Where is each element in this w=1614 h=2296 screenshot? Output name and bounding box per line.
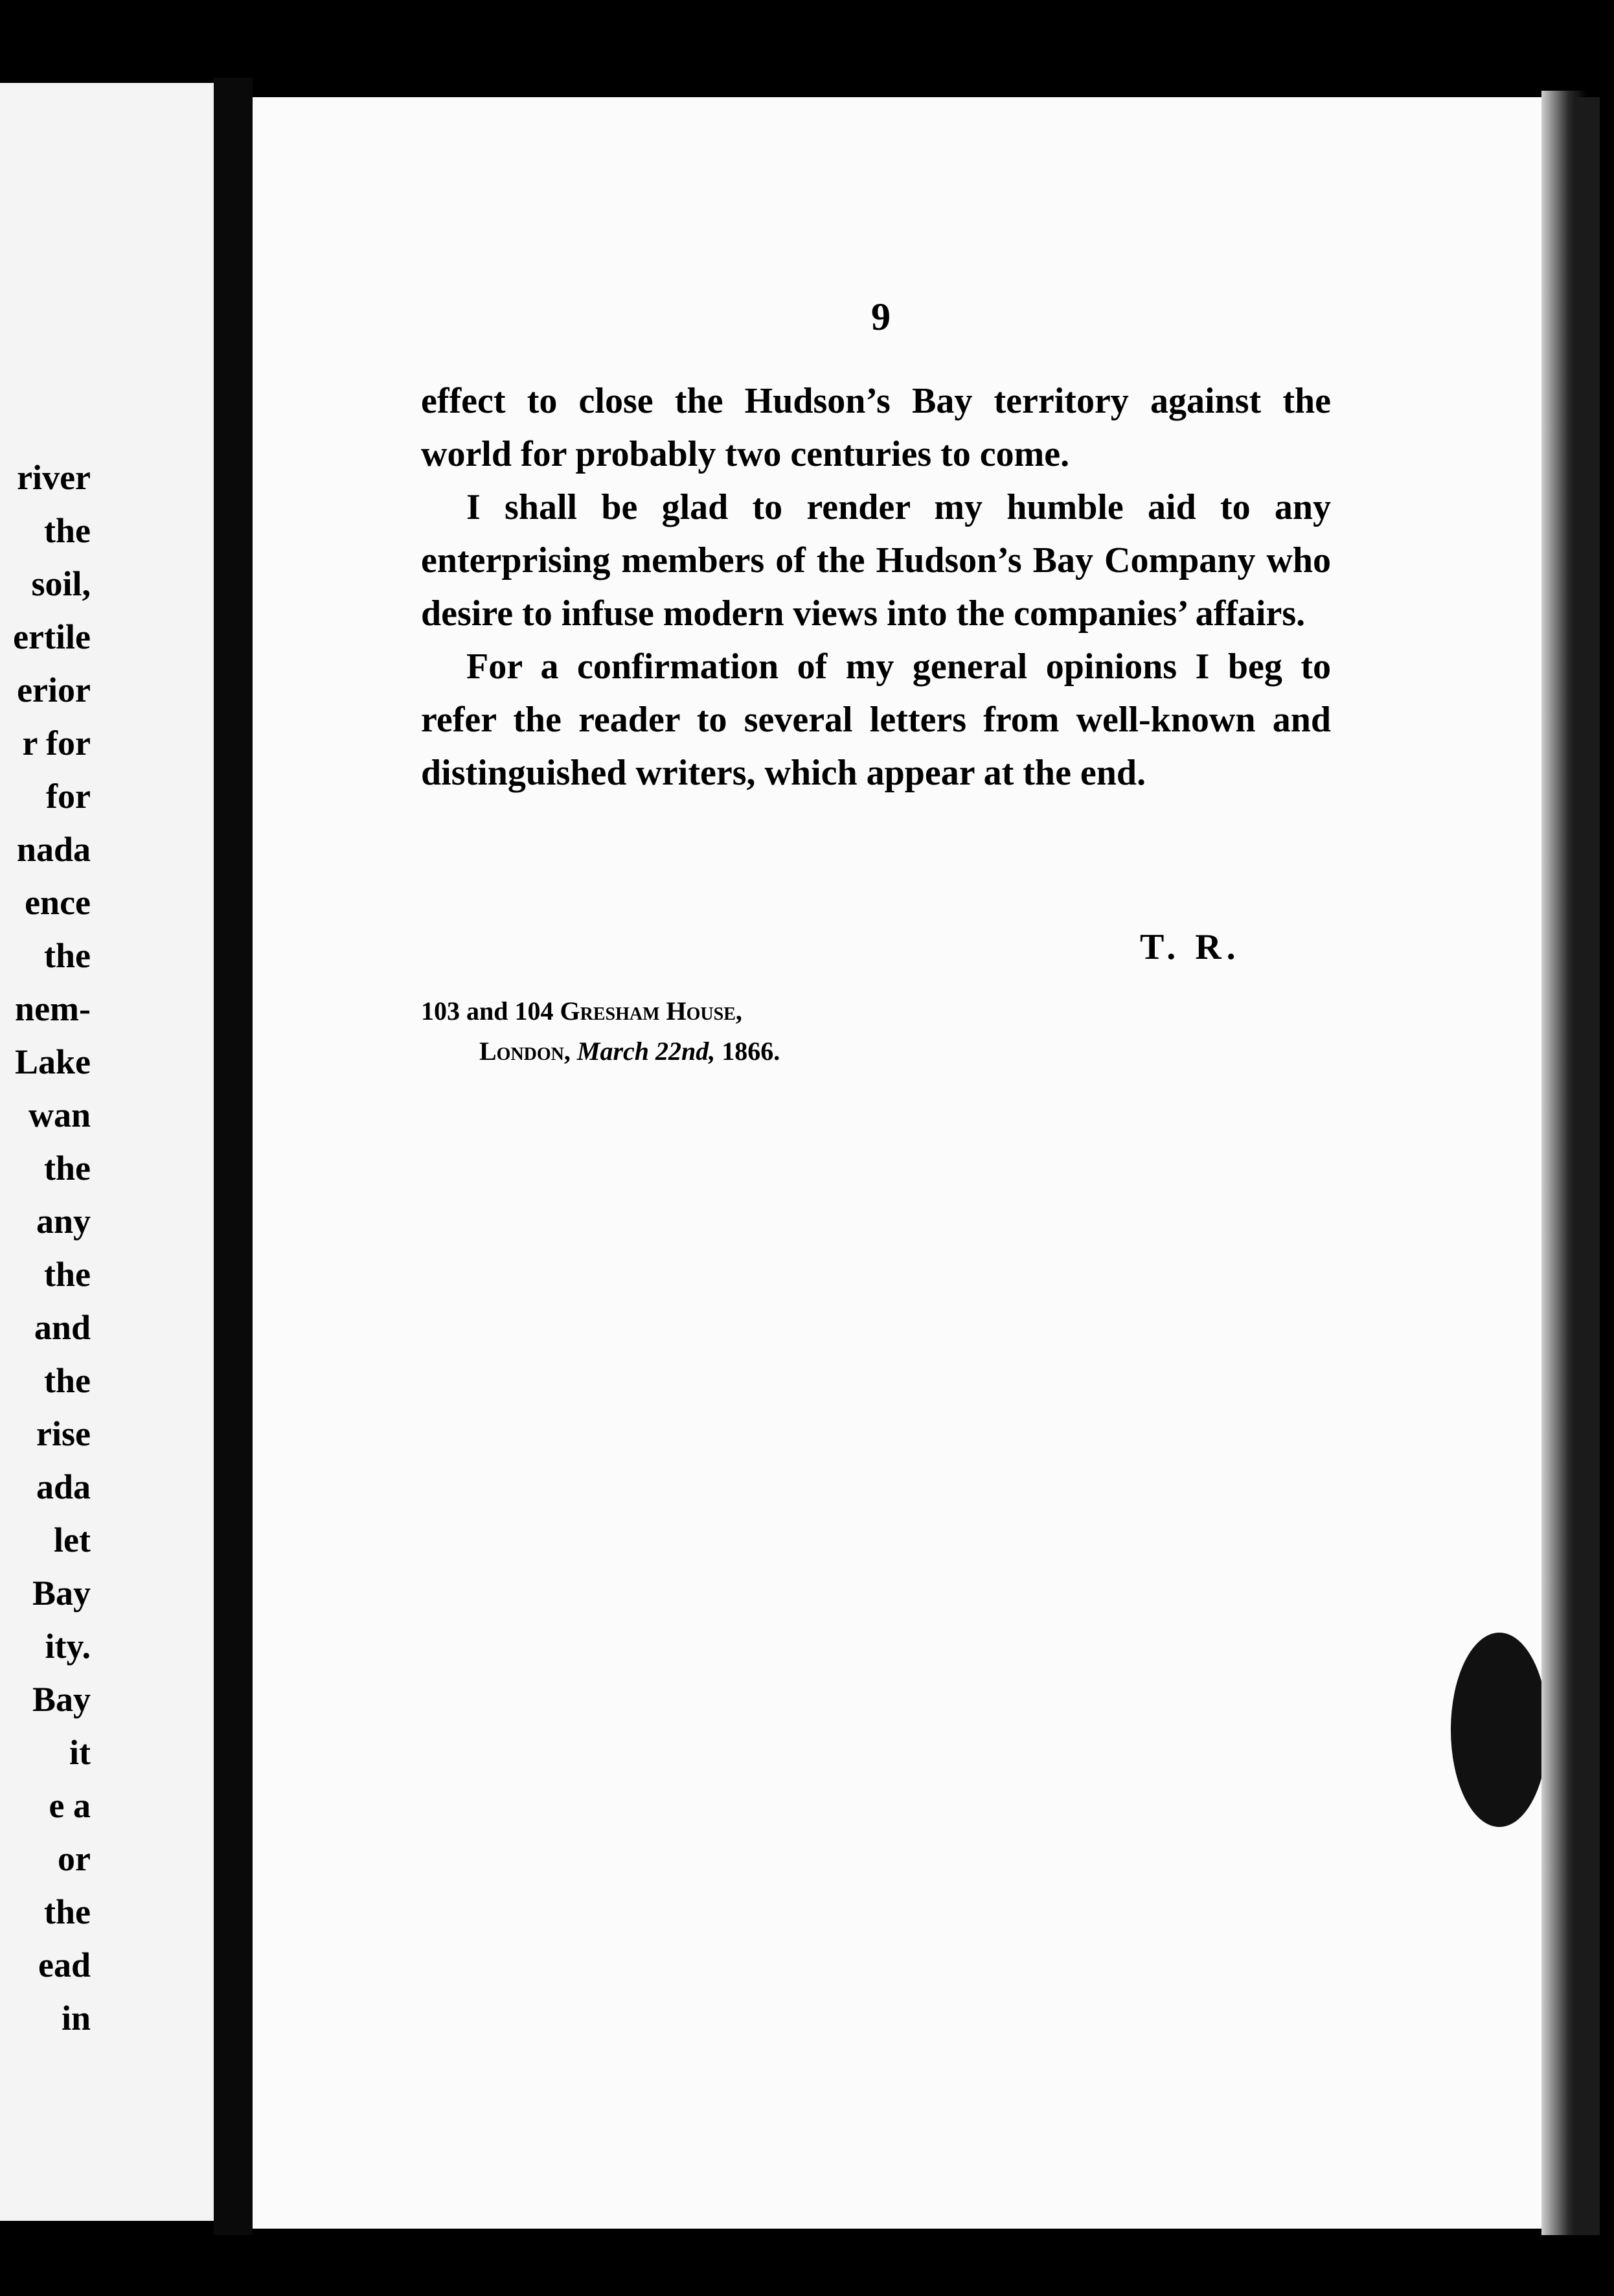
previous-page-line: the <box>44 1892 91 1931</box>
previous-page-line: ead <box>38 1946 91 1984</box>
previous-page-line: ity. <box>45 1627 91 1666</box>
previous-page-line: for <box>46 777 91 816</box>
previous-page-line: let <box>54 1521 91 1559</box>
previous-page-line: it <box>69 1733 91 1772</box>
book-gutter <box>214 78 253 2235</box>
paragraph-3: For a confirmation of my general opinions I beg to refer the reader to several letters from well-known and distinguished writers, which appear at the end. <box>421 647 1331 793</box>
previous-page-text <box>0 451 91 2045</box>
page-shadow <box>1451 1633 1548 1827</box>
previous-page-line: erior <box>17 671 91 709</box>
previous-page-line: Bay <box>32 1574 91 1613</box>
previous-page-line: ada <box>36 1467 91 1506</box>
previous-page-line: river <box>17 458 91 497</box>
previous-page-line: the <box>44 1255 91 1294</box>
paragraph-2: I shall be glad to render my humble aid to any enterprising members of the Hudson’s Bay Company who desire to infuse modern views into the companies’ affairs. <box>421 487 1331 634</box>
previous-page-line: the <box>44 511 91 550</box>
page-number: 9 <box>871 295 891 338</box>
previous-page-line: r for <box>22 724 91 763</box>
previous-page-line: Bay <box>32 1680 91 1719</box>
previous-page-line: soil, <box>31 564 91 603</box>
previous-page-line: e a <box>49 1786 91 1825</box>
author-initials: T. R. <box>1140 927 1241 967</box>
address-city: London, <box>479 1037 571 1066</box>
previous-page-line: ence <box>25 883 91 922</box>
previous-page-line: the <box>44 1361 91 1400</box>
body-text <box>421 374 1331 799</box>
address-numbers: 103 and 104 <box>421 996 554 1026</box>
previous-page-line: the <box>44 1149 91 1188</box>
previous-page-line: nada <box>16 830 91 869</box>
address-building: Gresham House, <box>560 996 742 1026</box>
previous-page-line: wan <box>28 1096 91 1134</box>
book-edge <box>1574 97 1600 2235</box>
previous-page <box>0 83 214 2221</box>
address-date: March 22nd, <box>576 1037 716 1066</box>
previous-page-line: any <box>36 1202 91 1241</box>
previous-page-line: or <box>58 1839 91 1878</box>
previous-page-line: Lake <box>14 1042 91 1081</box>
address-line-1 <box>421 991 780 1031</box>
previous-page-line: ertile <box>13 617 91 656</box>
previous-page-line: the <box>44 936 91 975</box>
address-line-2 <box>421 1031 780 1072</box>
previous-page-line: nem- <box>15 989 91 1028</box>
previous-page-line: and <box>34 1308 91 1347</box>
paragraph-1: effect to close the Hudson’s Bay territory against the world for probably two centuries to come. <box>421 381 1331 474</box>
previous-page-line: in <box>61 1999 91 2038</box>
author-address <box>421 991 780 1072</box>
address-year: 1866. <box>722 1037 780 1066</box>
previous-page-line: rise <box>36 1414 91 1453</box>
